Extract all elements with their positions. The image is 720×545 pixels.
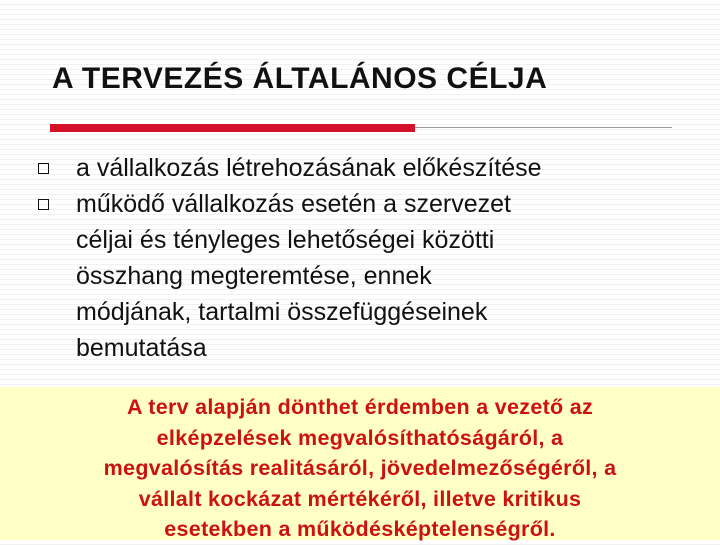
bullet-item <box>38 186 678 366</box>
highlight-callout-box <box>0 387 720 540</box>
hollow-square-bullet-icon <box>38 199 49 210</box>
callout-text-line: megvalósítás realitásáról, jövedelmezőségéről, a <box>103 456 617 480</box>
callout-text-line: vállalt kockázat mértékéről, illetve kritikus <box>138 486 582 511</box>
title-divider-line <box>415 127 672 128</box>
bullet-text-line: bemutatása <box>76 334 207 362</box>
title-accent-bar <box>50 124 415 132</box>
callout-text-line: A terv alapján dönthet érdemben a vezető az <box>126 395 594 419</box>
bullet-list <box>38 150 678 366</box>
bullet-item <box>38 150 678 186</box>
bullet-text-line: összhang megteremtése, ennek <box>76 262 432 290</box>
bullet-text-line: a vállalkozás létrehozásának előkészítése <box>76 154 542 182</box>
callout-text-line: elképzelések megvalósíthatóságáról, a <box>156 425 564 450</box>
slide-title: A TERVEZÉS ÁLTALÁNOS CÉLJA <box>52 62 548 95</box>
bullet-text-line: módjának, tartalmi összefüggéseinek <box>76 298 488 326</box>
bullet-text-line: céljai és tényleges lehetőségei közötti <box>76 226 495 254</box>
bullet-text-line: működő vállalkozás esetén a szervezet <box>76 190 511 218</box>
hollow-square-bullet-icon <box>38 163 49 174</box>
callout-text-line: esetekben a működésképtelenségről. <box>164 517 556 541</box>
